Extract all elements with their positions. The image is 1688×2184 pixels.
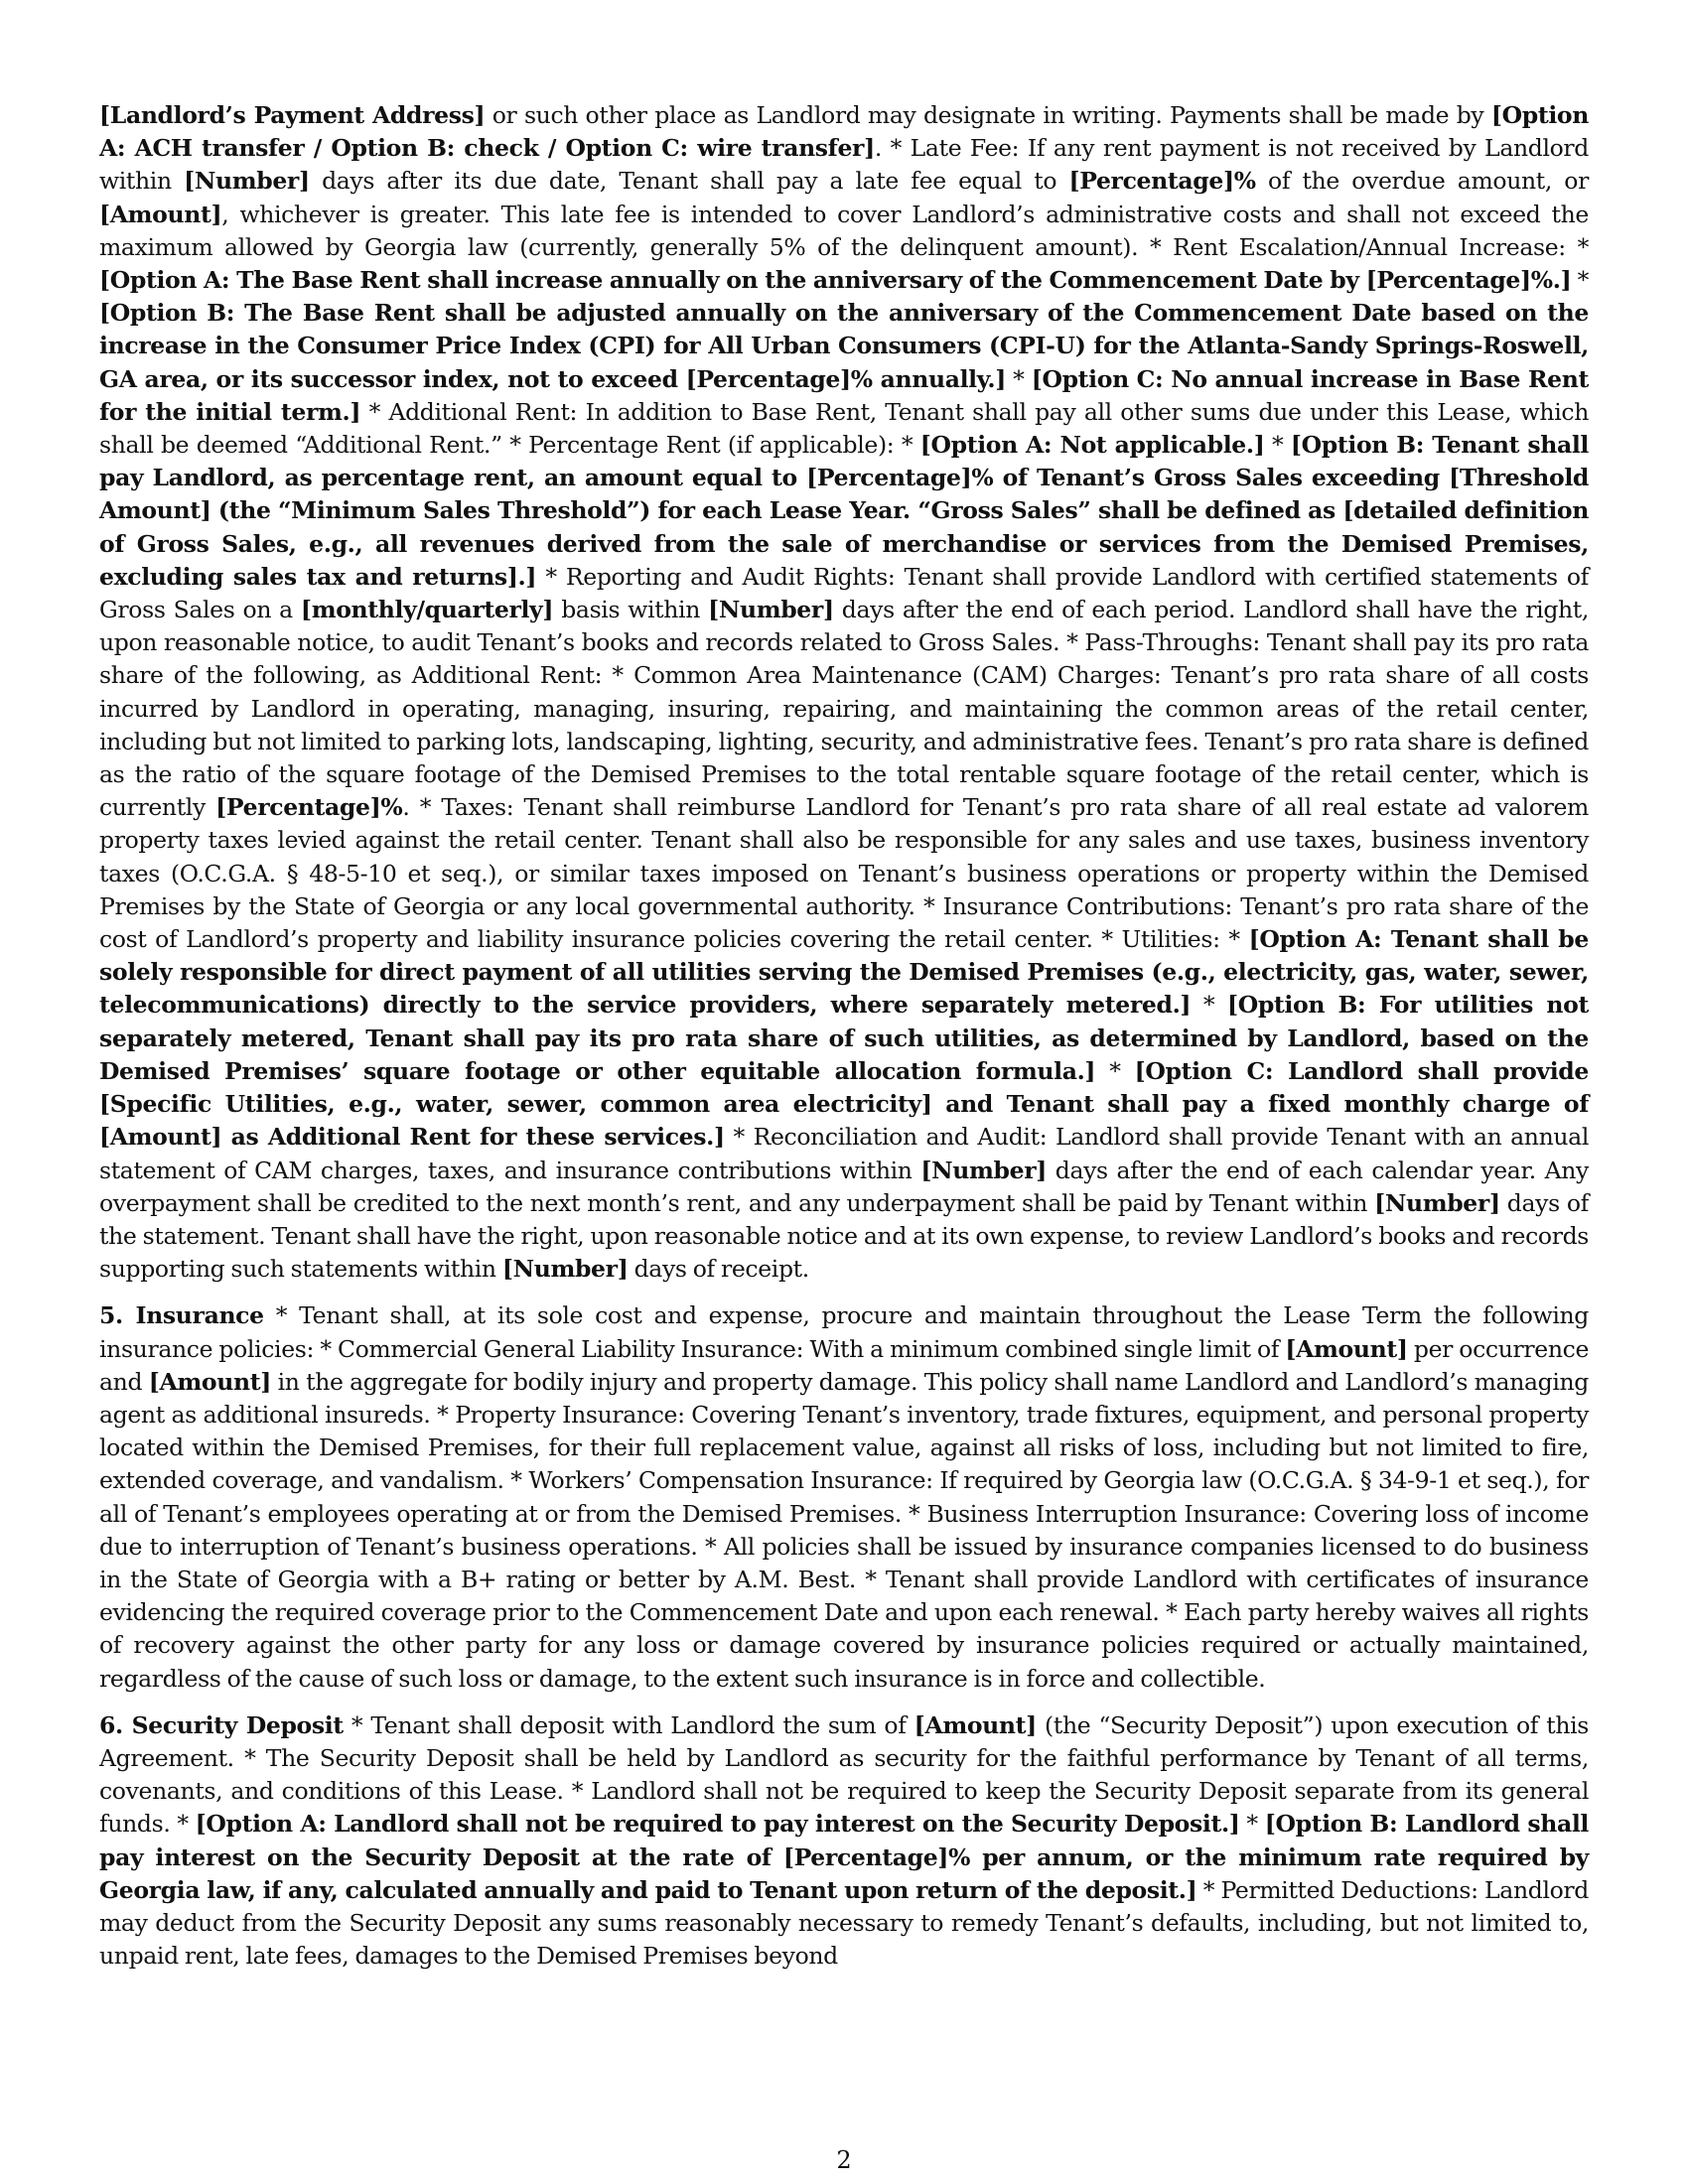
bold-run: [Number] xyxy=(708,596,834,624)
bold-run: [Amount] xyxy=(99,200,222,228)
paragraph-rent-terms xyxy=(99,99,1589,1286)
bold-run: [Option B: The Base Rent shall be adjusted annually on the anniversary of the Commencement Date based on the increase in the Consumer Price Index (CPI) for All Urban Consumers (CPI-U) for the Atlanta-Sandy Springs-Roswell, GA area, or its successor index, not to exceed [Percentage]% annually.] xyxy=(99,299,1589,393)
text-run: * xyxy=(1239,1810,1265,1839)
text-run: of the overdue amount, or xyxy=(1255,167,1589,196)
bold-run: [Amount] xyxy=(914,1710,1037,1739)
text-run: , whichever is greater. This late fee is intended to cover Landlord’s administrative costs and shall not exceed the maximum allowed by Georgia law (currently, generally 5% of the delinquent amount). * Rent Escalation/Annual Increase: * xyxy=(99,200,1589,261)
text-run: * Reporting and Audit Rights: Tenant shall provide Landlord with certified statements of Gross Sales on a xyxy=(99,562,1590,624)
bold-run: [Percentage]% xyxy=(215,793,403,822)
bold-run: [Option A: Not applicable.] xyxy=(919,431,1265,460)
bold-run: [Option B: Landlord shall pay interest on the Security Deposit at the rate of [Percentage]% per annum, or the minimum rate required by Georgia law, if any, calculated annually and paid to Tenant upon return of the deposit.] xyxy=(99,1810,1589,1904)
text-run: * xyxy=(1005,364,1032,393)
paragraph-security-deposit xyxy=(99,1709,1589,1974)
text-run: * Tenant shall deposit with Landlord the sum of xyxy=(343,1710,914,1739)
text-run: . * Late Fee: If any rent payment is not received by Landlord within xyxy=(99,134,1589,196)
bold-run: [monthly/quarterly] xyxy=(300,596,554,624)
bold-run: [Number] xyxy=(501,1255,629,1284)
bold-run: [Option C: Landlord shall provide [Specific Utilities, e.g., water, sewer, common area electricity] and Tenant shall pay a fixed monthly charge of [Amount] as Additional Rent for these services.] xyxy=(99,1056,1589,1152)
text-run: . * Taxes: Tenant shall reimburse Landlord for Tenant’s pro rata share of all real estate ad valorem property taxes levied against the retail center. Tenant shall also be responsible for any sales and use taxes, business inventory taxes (O.C.G.A. § 48-5-10 et seq.), or similar taxes imposed on Tenant’s business operations or property within the Demised Premises by the State of Georgia or any local governmental authority. * Insurance Contributions: Tenant’s pro rata share of the cost of Landlord’s property and liability insurance policies covering the retail center. * Utilities: * xyxy=(99,793,1589,954)
bold-run: [Option C: No annual increase in Base Rent for the initial term.] xyxy=(99,364,1590,426)
bold-run: [Option A: Tenant shall be solely responsible for direct payment of all utilities serving the Demised Premises (e.g., electricity, gas, water, sewer, telecommunications) directly to the service providers, where separately metered.] xyxy=(99,925,1589,1020)
text-run: in the aggregate for bodily injury and property damage. This policy shall name Landlord and Landlord’s managing agent as additional insureds. * Property Insurance: Covering Tenant’s inventory, trade fixtures, equipment, and personal property located within the Demised Premises, for their full replacement value, against all risks of loss, including but not limited to fire, extended coverage, and vandalism. * Workers’ Compensation Insurance: If required by Georgia law (O.C.G.A. § 34-9-1 et seq.), for all of Tenant’s employees operating at or from the Demised Premises. * Business Interruption Insurance: Covering loss of income due to interruption of Tenant’s business operations. * All policies shall be issued by insurance companies licensed to do business in the State of Georgia with a B+ rating or better by A.M. Best. * Tenant shall provide Landlord with certificates of insurance evidencing the required coverage prior to the Commencement Date and upon each renewal. * Each party hereby waives all rights of recovery against the other party for any loss or damage covered by insurance policies required or actually maintained, regardless of the cause of such loss or damage, to the extent such insurance is in force and collectible. xyxy=(99,1367,1589,1693)
bold-run: [Percentage]% xyxy=(1068,167,1256,196)
bold-run: [Number] xyxy=(1374,1188,1500,1217)
paragraph-insurance xyxy=(99,1299,1589,1695)
bold-run: [Option A: Landlord shall not be required to pay interest on the Security Deposit.] xyxy=(195,1810,1240,1839)
bold-run: 5. Insurance xyxy=(99,1301,264,1330)
text-run: * Additional Rent: In addition to Base Rent, Tenant shall pay all other sums due under this Lease, which shall be deemed “Additional Rent.” * Percentage Rent (if applicable): * xyxy=(99,397,1589,460)
bold-run: 6. Security Deposit xyxy=(99,1710,344,1739)
bold-run: [Option B: For utilities not separately metered, Tenant shall pay its pro rata share of such utilities, as determined by Landlord, based on the Demised Premises’ square footage or other equitable allocation formula.] xyxy=(99,991,1589,1085)
bold-run: [Amount] xyxy=(148,1367,271,1396)
text-run: basis within xyxy=(553,596,709,624)
bold-run: [Number] xyxy=(920,1156,1048,1184)
text-run: days after the end of each calendar year. Any overpayment shall be credited to the next month’s rent, and any underpayment shall be paid by Tenant within xyxy=(99,1156,1589,1217)
text-run: days after the end of each period. Landlord shall have the right, upon reasonable notice, to audit Tenant’s books and records related to Gross Sales. * Pass-Throughs: Tenant shall pay its pro rata share of the following, as Additional Rent: * Common Area Maintenance (CAM) Charges: Tenant’s pro rata share of all costs incurred by Landlord in operating, managing, insuring, repairing, and maintaining the common areas of the retail center, including but not limited to parking lots, landscaping, lighting, security, and administrative fees. Tenant’s pro rata share is defined as the ratio of the square footage of the Demised Premises to the total rentable square footage of the retail center, which is currently xyxy=(99,596,1590,822)
text-run: * Permitted Deductions: Landlord may deduct from the Security Deposit any sums reasonably necessary to remedy Tenant’s defaults, including, but not limited to, unpaid rent, late fees, damages to the Demised Premises beyond xyxy=(99,1875,1589,1971)
bold-run: [Number] xyxy=(184,167,310,196)
text-run: * Reconciliation and Audit: Landlord shall provide Tenant with an annual statement of CAM charges, taxes, and insurance contributions within xyxy=(99,1123,1589,1184)
page-number: 2 xyxy=(836,2146,852,2174)
text-run: * xyxy=(1264,431,1291,460)
text-run: * Tenant shall, at its sole cost and expense, procure and maintain throughout the Lease Term the following insurance policies: * Commercial General Liability Insurance: With a minimum combined single limit of xyxy=(99,1301,1589,1363)
text-run: * xyxy=(1191,991,1227,1020)
document-page xyxy=(99,99,1589,2105)
text-run: or such other place as Landlord may designate in writing. Payments shall be made by xyxy=(485,101,1491,129)
text-run: days after its due date, Tenant shall pay a late fee equal to xyxy=(309,167,1069,196)
bold-run: [Option A: The Base Rent shall increase annually on the anniversary of the Commencement Date by [Percentage]%.] xyxy=(99,266,1572,295)
bold-run: [Option A: ACH transfer / Option B: check / Option C: wire transfer] xyxy=(99,101,1589,163)
text-run: per occurrence and xyxy=(99,1334,1589,1396)
bold-run: [Option B: Tenant shall pay Landlord, as percentage rent, an amount equal to [Percentage]% of Tenant’s Gross Sales exceeding [Threshold Amount] (the “Minimum Sales Threshold”) for each Lease Year. “Gross Sales” shall be defined as [detailed definition of Gross Sales, e.g., all revenues derived from the sale of merchandise or services from the Demised Premises, excluding sales tax and returns].] xyxy=(99,431,1590,591)
text-run: * xyxy=(1095,1056,1135,1085)
bold-run: [Landlord’s Payment Address] xyxy=(99,101,486,129)
text-run: (the “Security Deposit”) upon execution of this Agreement. * The Security Deposit shall be held by Landlord as security for the faithful performance by Tenant of all terms, covenants, and conditions of this Lease. * Landlord shall not be required to keep the Security Deposit separate from its general funds. * xyxy=(99,1710,1589,1839)
text-run: * xyxy=(1571,266,1589,295)
bold-run: [Amount] xyxy=(1285,1334,1408,1363)
text-run: days of the statement. Tenant shall have the right, upon reasonable notice and at its own expense, to review Landlord’s books and records supporting such statements within xyxy=(99,1188,1589,1284)
text-run: days of receipt. xyxy=(628,1255,809,1284)
